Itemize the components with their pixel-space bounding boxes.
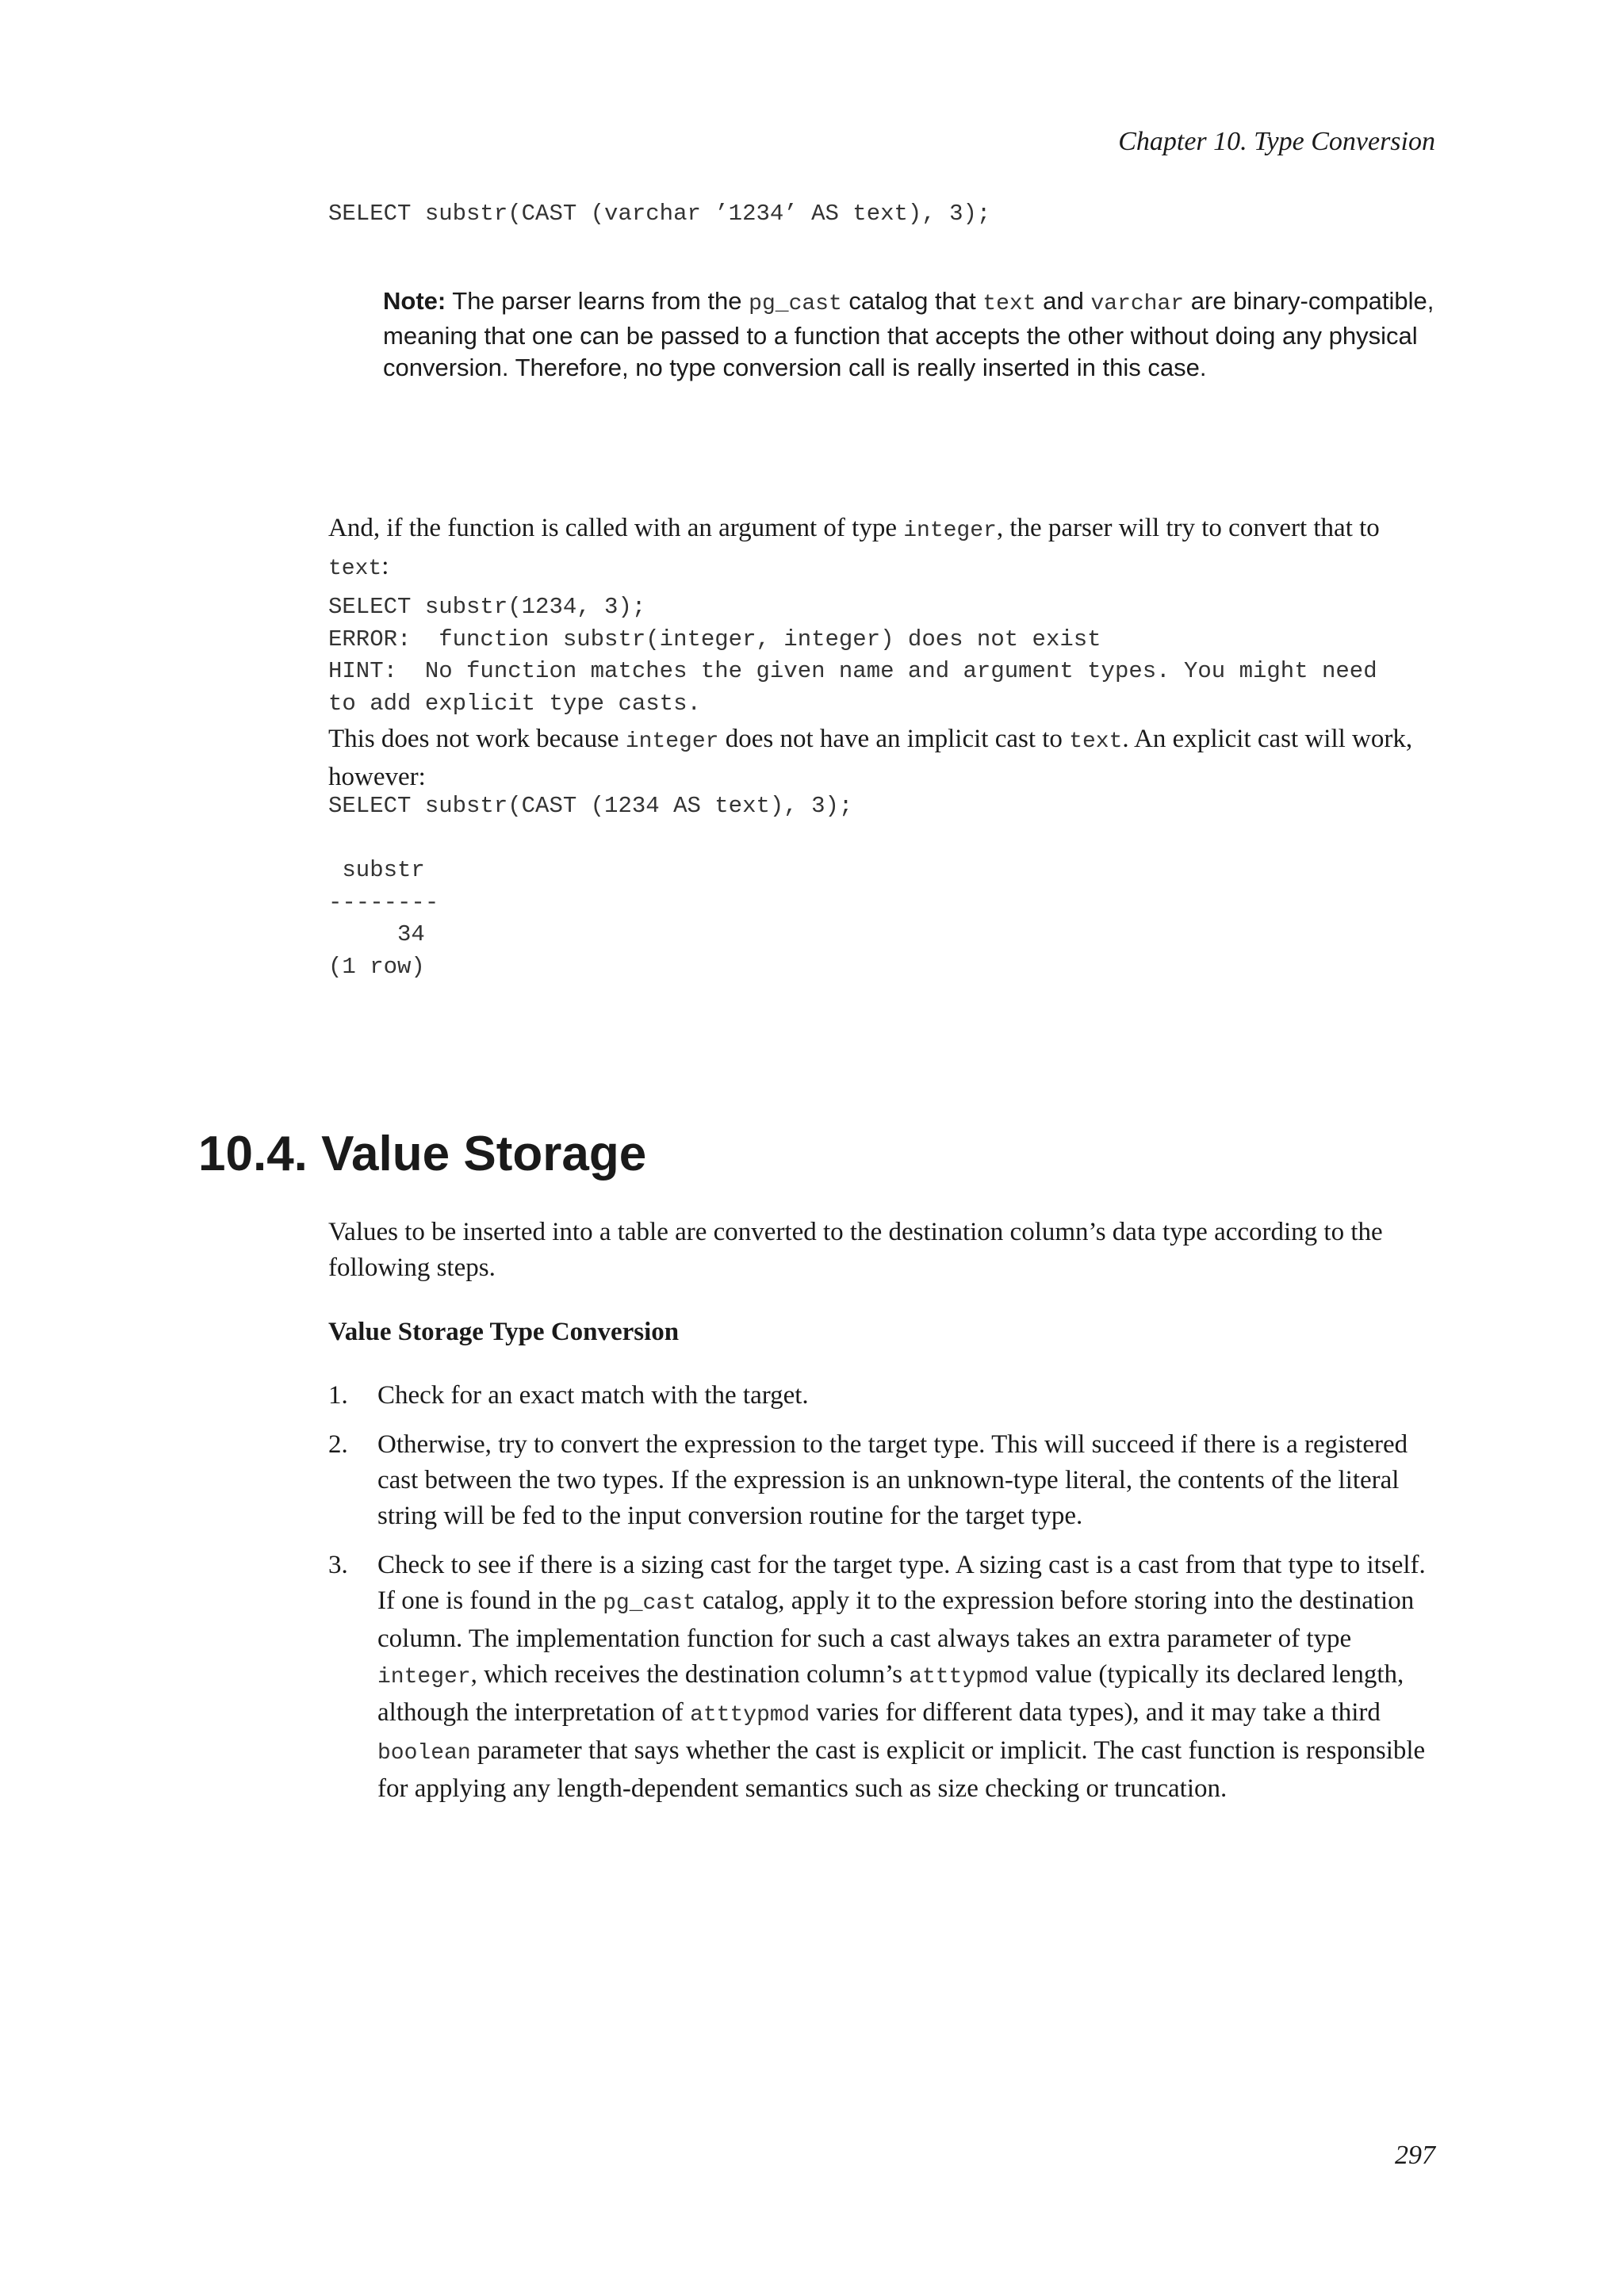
code-block-result: SELECT substr(CAST (1234 AS text), 3); substr -------- 34 (1 row) bbox=[328, 793, 853, 980]
inline-code: text bbox=[982, 292, 1036, 316]
step-number: 3. bbox=[328, 1551, 348, 1579]
inline-code: varchar bbox=[1090, 292, 1185, 316]
paragraph-value-storage-intro: Values to be inserted into a table are converted to the destination column’s data type according to the following steps. bbox=[328, 1218, 1383, 1282]
inline-code: integer bbox=[903, 519, 997, 543]
inline-code: text bbox=[1069, 729, 1123, 754]
list-item: 3. Check to see if there is a sizing cast for the target type. A sizing cast is a cast from that type to itself. If one is found in the pg_cast catalog, apply it to the expression before storing into the destination column. The implementation function for such a cast always takes an extra parameter of type integer, which receives the destination column’s atttypmod value (typically its declared length, although the interpretation of atttypmod varies for different data types), and it may take a third boolean parameter that says whether the cast is explicit or implicit. The cast function is responsible for applying any length-dependent semantics such as size checking or truncation. bbox=[328, 1548, 1435, 1807]
step-number: 1. bbox=[328, 1381, 348, 1410]
page-number: 297 bbox=[1395, 2141, 1435, 2170]
procedure-steps bbox=[328, 1378, 1435, 1820]
paragraph-integer-argument: And, if the function is called with an argument of type integer, the parser will try to convert that to text: bbox=[328, 514, 1380, 581]
running-header: Chapter 10. Type Conversion bbox=[1118, 127, 1435, 156]
list-item: 2. Otherwise, try to convert the expression to the target type. This will succeed if there is a registered cast between the two types. If the expression is an unknown-type literal, the contents of the literal string will be fed to the input conversion routine for the target type. bbox=[328, 1427, 1435, 1534]
inline-code: atttypmod bbox=[690, 1703, 810, 1728]
step-number: 2. bbox=[328, 1430, 348, 1459]
inline-code: boolean bbox=[377, 1741, 471, 1766]
procedure-title: Value Storage Type Conversion bbox=[328, 1318, 680, 1346]
note-label: Note: bbox=[383, 287, 446, 315]
note-box: Note: The parser learns from the pg_cast catalog that text and varchar are binary-compatible, meaning that one can be passed to a function that accepts the other without doing any physical conversion. Therefore, no type conversion call is really inserted in this case. bbox=[383, 287, 1434, 381]
code-block-varchar-cast: SELECT substr(CAST (varchar ’1234’ AS text), 3); bbox=[328, 201, 991, 227]
inline-code: atttypmod bbox=[909, 1665, 1029, 1689]
inline-code: integer bbox=[625, 729, 719, 754]
paragraph-explicit-cast: This does not work because integer does not have an implicit cast to text. An explicit cast will work, however: bbox=[328, 725, 1413, 791]
code-block-error: SELECT substr(1234, 3); ERROR: function substr(integer, integer) does not exist HINT: No function matches the given name and argument types. You might need to add explicit type casts. bbox=[328, 594, 1377, 717]
inline-code: integer bbox=[377, 1665, 471, 1689]
list-item: 1. Check for an exact match with the target. bbox=[328, 1378, 1435, 1414]
section-heading: 10.4. Value Storage bbox=[198, 1127, 647, 1181]
inline-code: text bbox=[328, 557, 382, 581]
inline-code: pg_cast bbox=[603, 1591, 696, 1616]
inline-code: pg_cast bbox=[749, 292, 842, 316]
